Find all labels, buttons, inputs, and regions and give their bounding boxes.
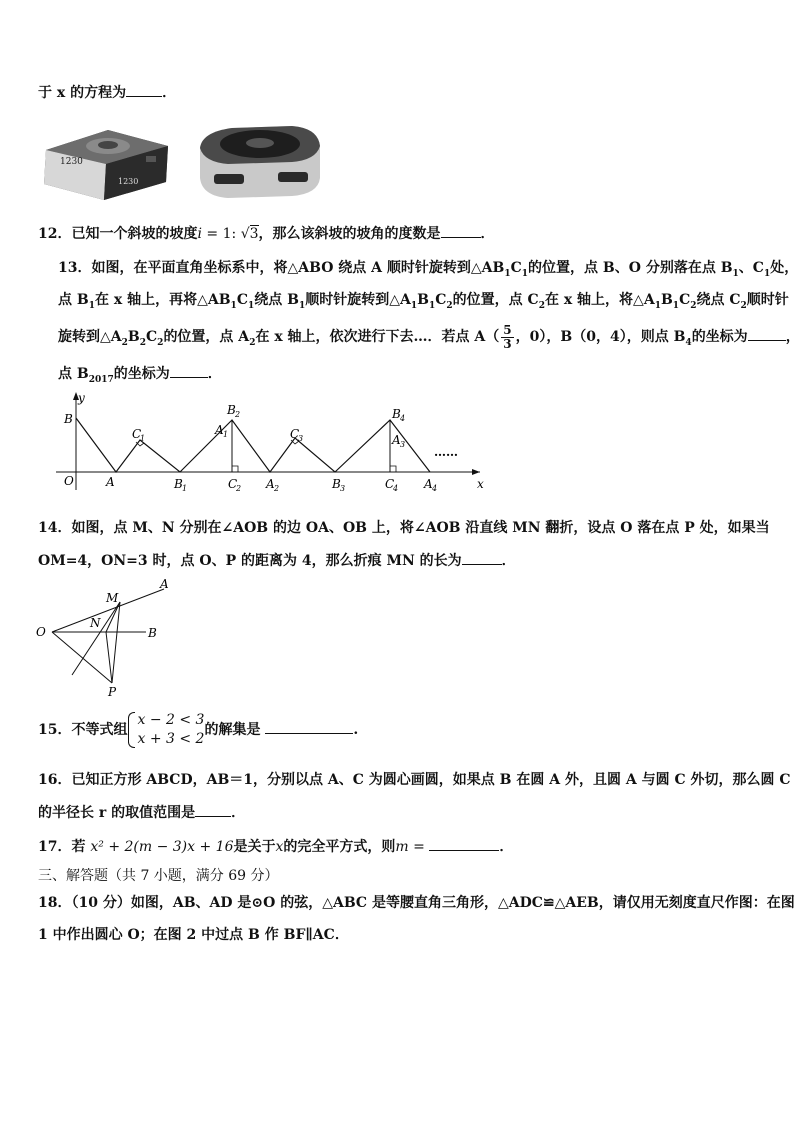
svg-text:B: B <box>392 407 401 421</box>
question-13-line3: 旋转到$\triangle A_2B_2C_2$的位置，点 $A_2$在 x 轴上，依次进行下去…．若点 A（ $\frac{5}{3}$ ，0），B（0，4），则点 $B_4$的坐标为 ， <box>58 322 800 351</box>
svg-text:C: C <box>132 427 142 441</box>
svg-text:1: 1 <box>182 484 188 493</box>
svg-text:4: 4 <box>432 484 438 493</box>
answer-blank <box>170 363 208 378</box>
question-17: 17．若 x² + 2(m − 3)x + 16是关于x的完全平方式，则m = ． <box>38 836 513 857</box>
svg-text:B: B <box>174 477 183 491</box>
svg-text:4: 4 <box>393 484 399 493</box>
svg-text:x: x <box>477 477 484 491</box>
svg-text:C: C <box>385 477 395 491</box>
svg-text:1: 1 <box>223 430 229 439</box>
rotation-path <box>76 418 430 472</box>
svg-text:B: B <box>64 412 73 426</box>
question-13-line4: 点 $B_{2017}$的坐标为 ． <box>58 363 222 390</box>
svg-text:A: A <box>106 475 115 489</box>
svg-text:1: 1 <box>140 434 146 443</box>
question-15: 15．不等式组 x − 2 < 3 x + 3 < 2 的解集是 . <box>38 712 359 747</box>
answer-blank <box>265 719 353 734</box>
answer-blank <box>441 223 481 238</box>
q11-tail: 于 x 的方程为 ． <box>38 82 176 103</box>
svg-text:3: 3 <box>340 484 346 493</box>
svg-text:1230: 1230 <box>118 177 139 186</box>
svg-text:A: A <box>215 423 224 437</box>
svg-text:M: M <box>106 591 119 605</box>
svg-text:N: N <box>90 616 101 630</box>
fraction-5-3: $\frac{5}{3}$ <box>503 322 512 351</box>
figure-14-fold <box>34 575 174 700</box>
robot-image-1 <box>38 112 174 204</box>
question-16-line2: 的半径长 r 的取值范围是 ． <box>38 802 245 823</box>
svg-text:C: C <box>290 427 300 441</box>
svg-text:B: B <box>332 477 341 491</box>
svg-text:1230: 1230 <box>60 157 83 167</box>
question-12: 12．已知一个斜坡的坡度i = 1: √3，那么该斜坡的坡角的度数是 ． <box>38 223 495 244</box>
svg-text:P: P <box>108 685 117 699</box>
question-18-line2: 1 中作出圆心 O；在图 2 中过点 B 作 BF∥AC． <box>38 927 349 943</box>
question-16-line1: 16．已知正方形 ABCD，AB＝1，分别以点 A、C 为圆心画圆，如果点 B 在圆 A 外，且圆 A 与圆 C 外切，那么圆 C <box>38 772 791 788</box>
question-13-line2: 点 $B_1$在 x 轴上，再将$\triangle AB_1C_1$绕点 $B_1$顺时针旋转到$\triangle A_1B_1C_2$的位置，点 $C_2$在 x 轴上，将$\triangle A_1B_1C_2$绕点 $C_2$顺时针 <box>58 292 789 311</box>
figure-13-rotation <box>50 388 490 496</box>
svg-text:2: 2 <box>236 484 242 493</box>
svg-text:A: A <box>392 433 401 447</box>
svg-text:3: 3 <box>400 440 406 449</box>
section-title-3: 三、解答题（共 7 小题，满分 69 分） <box>38 868 279 884</box>
question-14-line2: OM=4，ON=3 时，点 O、P 的距离为 4，那么折痕 MN 的长为 ． <box>38 550 516 571</box>
question-14-line1: 14．如图，点 M、N 分别在∠AOB 的边 OA、OB 上，将∠AOB 沿直线 MN 翻折，设点 O 落在点 P 处，如果当 <box>38 520 770 536</box>
answer-blank <box>195 802 231 817</box>
svg-text:O: O <box>64 474 74 488</box>
svg-text:2: 2 <box>274 484 280 493</box>
svg-text:2: 2 <box>235 410 241 419</box>
svg-text:y: y <box>78 391 85 405</box>
svg-text:C: C <box>228 477 238 491</box>
question-18-line1: 18．（10 分）如图，AB、AD 是⊙O 的弦，△ABC 是等腰直角三角形，△ADC≌△AEB，请仅用无刻度直尺作图：在图 <box>38 895 795 911</box>
inequality-system: x − 2 < 3 x + 3 < 2 <box>127 711 204 749</box>
answer-blank <box>126 82 162 97</box>
svg-text:3: 3 <box>298 434 304 443</box>
question-13-line1: 13．如图，在平面直角坐标系中，将△ABO 绕点 A 顺时针旋转到$\triangle AB_1C_1$的位置，点 B、O 分别落在点 $B_1$、$C_1$处， <box>58 260 799 279</box>
svg-text:A: A <box>160 577 169 591</box>
answer-blank <box>429 836 499 851</box>
svg-text:A: A <box>266 477 275 491</box>
svg-text:O: O <box>36 625 46 639</box>
answer-blank <box>462 550 502 565</box>
svg-text:A: A <box>424 477 433 491</box>
x-axis-arrow <box>472 469 480 475</box>
svg-text:B: B <box>148 626 157 640</box>
answer-blank <box>748 326 786 341</box>
svg-text:4: 4 <box>400 414 406 423</box>
svg-text:B: B <box>227 403 236 417</box>
svg-text:……: …… <box>434 445 458 459</box>
sqrt-symbol: √3 <box>240 226 259 242</box>
robot-image-2 <box>192 112 327 201</box>
